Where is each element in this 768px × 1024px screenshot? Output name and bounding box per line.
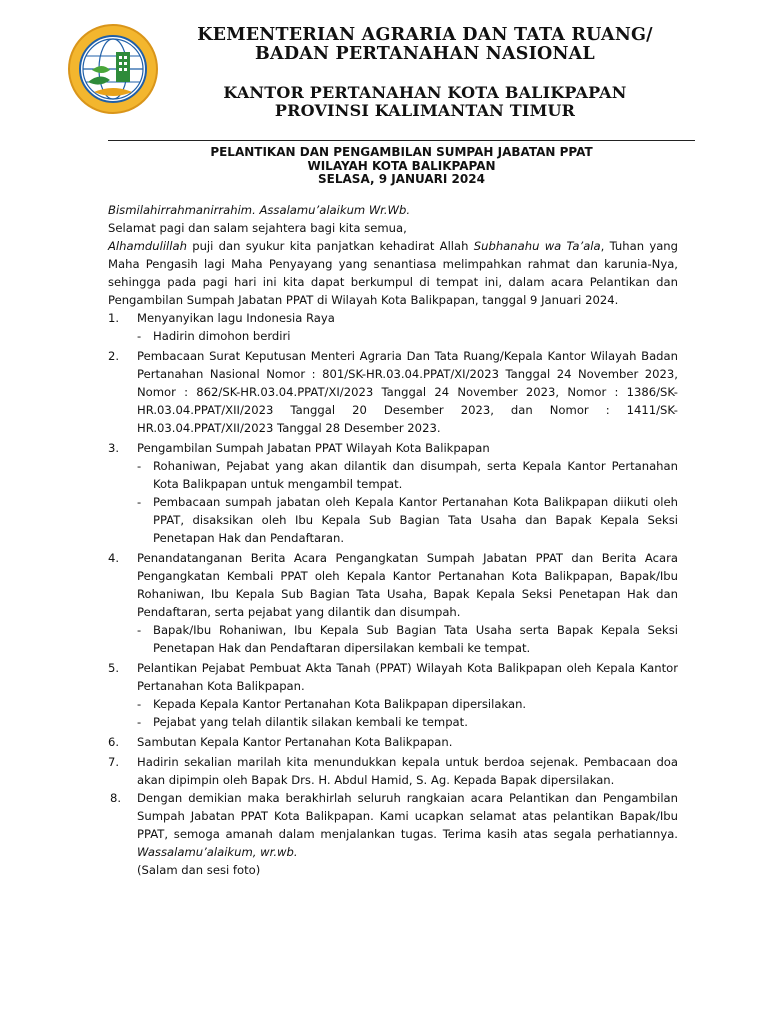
bpn-logo	[66, 22, 160, 116]
agenda-text: Penandatanganan Berita Acara Pengangkatan Sumpah Jabatan PPAT dan Berita Acara Pengangkatan Kembali PPAT oleh Kepala Kantor Pertanahan Kota Balikpapan, Bapak/Ibu Rohaniwan, Ibu Kepala Sub Bagian Tata Usaha, Bapak Kepala Seksi Penetapan Hak dan Pendaftaran, serta pejabat yang dilantik dan disumpah.	[137, 551, 678, 619]
header-line-1: KEMENTERIAN AGRARIA DAN TATA RUANG/	[197, 25, 653, 45]
document-body	[108, 201, 678, 879]
agenda-item	[108, 309, 678, 327]
dash-bullet: -	[137, 715, 142, 729]
dash-bullet: -	[137, 697, 142, 711]
after-note-row	[108, 861, 678, 879]
agenda-item-8	[108, 789, 678, 861]
agenda-item	[108, 733, 678, 751]
intro-italic-1: Alhamdulillah	[108, 239, 187, 253]
closing-salutation: Wassalamu’alaikum, wr.wb.	[137, 845, 298, 859]
closing-text: Dengan demikian maka berakhirlah seluruh rangkaian acara Pelantikan dan Pengambilan Sumpah Jabatan PPAT Kota Balikpapan. Kami ucapkan selamat atas pelantikan Bapak/Ibu PPAT, semoga amanah dalam menjalankan tugas. Terima kasih atas segala perhatiannya.	[137, 791, 678, 841]
agenda-item	[108, 439, 678, 457]
agenda-item	[108, 347, 678, 437]
title-line-2: WILAYAH KOTA BALIKPAPAN	[307, 158, 496, 173]
agenda-text: Menyanyikan lagu Indonesia Raya	[137, 311, 335, 325]
agenda-subitem-text: Pembacaan sumpah jabatan oleh Kepala Kantor Pertanahan Kota Balikpapan diikuti oleh PPAT, disaksikan oleh Ibu Kepala Sub Bagian Tata Usaha dan Bapak Kepala Seksi Penetapan Hak dan Pendaftaran.	[153, 495, 678, 545]
intro-text-1: puji dan syukur kita panjatkan kehadirat Allah	[186, 239, 474, 253]
office-header	[160, 84, 690, 120]
dash-bullet: -	[137, 459, 142, 473]
agenda-text: Pelantikan Pejabat Pembuat Akta Tanah (PPAT) Wilayah Kota Balikpapan oleh Kepala Kantor Pertanahan Kota Balikpapan.	[137, 661, 678, 693]
agenda-item	[108, 753, 678, 789]
agenda-number: 8.	[110, 791, 122, 805]
intro-italic-2: Subhanahu wa Ta’ala	[473, 239, 601, 253]
agenda-number: 1.	[108, 311, 120, 325]
agenda-list	[108, 309, 678, 789]
header-line-3: KANTOR PERTANAHAN KOTA BALIKPAPAN	[223, 83, 627, 102]
agenda-text: Hadirin sekalian marilah kita menundukkan kepala untuk berdoa sejenak. Pembacaan doa akan dipimpin oleh Bapak Drs. H. Abdul Hamid, S. Ag. Kepada Bapak dipersilakan.	[137, 755, 678, 787]
agenda-subitem	[108, 621, 678, 657]
header-line-2: BADAN PERTANAHAN NASIONAL	[255, 44, 595, 64]
document-title	[108, 146, 695, 187]
agenda-text: Pembacaan Surat Keputusan Menteri Agraria Dan Tata Ruang/Kepala Kantor Wilayah Badan Pertanahan Nasional Nomor : 801/SK-HR.03.04.PPAT/XI/2023 Tanggal 24 November 2023, Nomor : 862/SK-HR.03.04.PPAT/XI/2023 Tanggal 24 November 2023, Nomor : 1386/SK-HR.03.04.PPAT/XII/2023 Tanggal 20 Desember 2023, dan Nomor : 1411/SK-HR.03.04.PPAT/XII/2023 Tanggal 28 Desember 2023.	[137, 349, 678, 435]
dash-bullet: -	[137, 623, 142, 637]
agenda-subitem-text: Rohaniwan, Pejabat yang akan dilantik dan disumpah, serta Kepala Kantor Pertanahan Kota Balikpapan untuk mengambil tempat.	[153, 459, 678, 491]
agenda-subitem-text: Pejabat yang telah dilantik silakan kembali ke tempat.	[153, 715, 468, 729]
intro-text-2: , Tuhan yang Maha Pengasih lagi Maha Penyayang yang senantiasa melimpahkan rahmat dan karunia-Nya, sehingga pada pagi hari ini kita dapat berkumpul di tempat ini, dalam acara Pelantikan dan Pengambilan Sumpah Jabatan PPAT di Wilayah Kota Balikpapan, tanggal 9 Januari 2024.	[108, 239, 679, 307]
agenda-number: 6.	[108, 735, 120, 749]
dash-bullet: -	[137, 495, 142, 509]
agenda-subitem-text: Hadirin dimohon berdiri	[153, 329, 291, 343]
agenda-item	[108, 659, 678, 695]
agenda-text	[137, 789, 678, 861]
agenda-subitem	[108, 695, 678, 713]
title-line-1: PELANTIKAN DAN PENGAMBILAN SUMPAH JABATAN PPAT	[210, 145, 593, 159]
agenda-subitem	[108, 713, 678, 731]
agenda-number: 7.	[108, 755, 120, 769]
agenda-subitem-text: Bapak/Ibu Rohaniwan, Ibu Kepala Sub Bagian Tata Usaha serta Bapak Kepala Seksi Penetapan Hak dan Pendaftaran dipersilakan kembali ke tempat.	[153, 623, 678, 655]
agenda-number: 2.	[108, 349, 120, 363]
intro-paragraph	[108, 237, 678, 309]
agenda-subitem-text: Kepada Kepala Kantor Pertanahan Kota Balikpapan dipersilakan.	[153, 697, 527, 711]
after-note: (Salam dan sesi foto)	[137, 863, 261, 877]
opening-text: Bismilahirrahmanirrahim. Assalamu’alaikum Wr.Wb.	[108, 203, 411, 217]
header-line-4: PROVINSI KALIMANTAN TIMUR	[274, 101, 576, 120]
agenda-subitem	[108, 327, 678, 345]
agenda-text: Pengambilan Sumpah Jabatan PPAT Wilayah Kota Balikpapan	[137, 441, 490, 455]
agenda-number: 4.	[108, 551, 120, 565]
agenda-item	[108, 549, 678, 621]
agenda-text: Sambutan Kepala Kantor Pertanahan Kota Balikpapan.	[137, 735, 453, 749]
agenda-subitem	[108, 457, 678, 493]
institution-header	[160, 26, 690, 64]
agenda-subitem	[108, 493, 678, 547]
title-line-3: SELASA, 9 JANUARI 2024	[318, 172, 485, 186]
opening-salutation	[108, 201, 678, 219]
agenda-number: 3.	[108, 441, 120, 455]
dash-bullet: -	[137, 329, 142, 343]
header-divider	[108, 140, 695, 141]
agenda-number: 5.	[108, 661, 120, 675]
greeting: Selamat pagi dan salam sejahtera bagi kita semua,	[108, 221, 407, 235]
